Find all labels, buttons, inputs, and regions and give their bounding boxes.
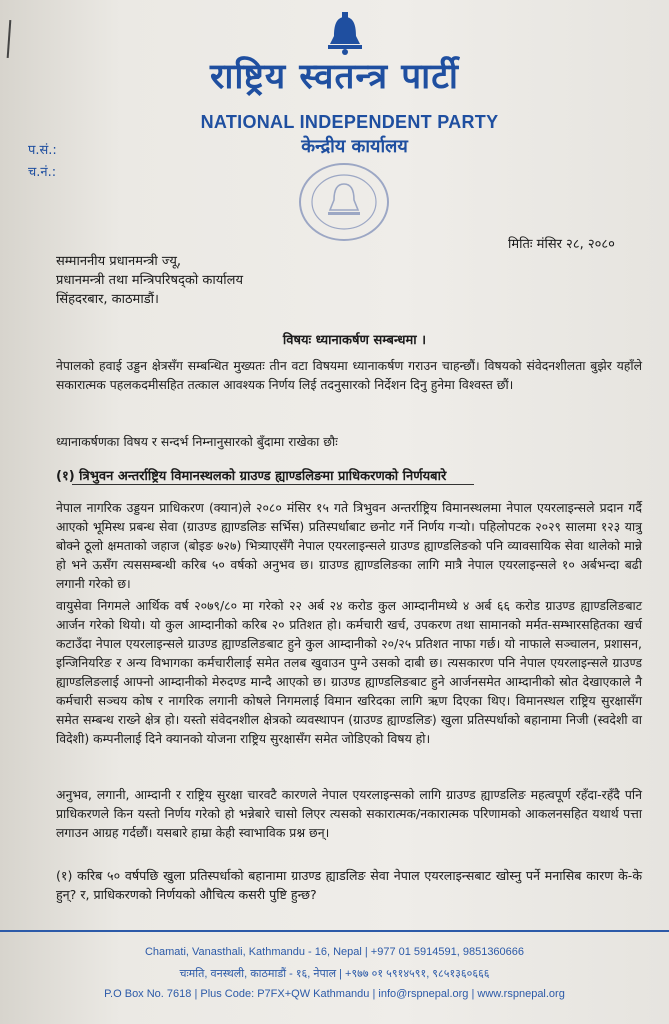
recipient-line: सम्माननीय प्रधानमन्त्री ज्यू,	[56, 254, 182, 269]
body-paragraph: अनुभव, लगानी, आम्दानी र राष्ट्रिय सुरक्षा चारवटै कारणले नेपाल एयरलाइन्सको लागि ग्राउण्ड ह्याण्डलिङ महत्वपूर्ण रहँदा-रहँदै पनि प्राधिकरणले किन यस्तो निर्णय गरेको हो भन्नेबारे चासो लिएर त्यसको सकारात्मक/नकारात्मक परिणामको आकलनसहित यथार्थ पत्ता लगाउन आग्रह गर्दछौं। यसबारे हाम्रा केही स्वाभाविक प्रश्न छन्।	[56, 787, 642, 840]
recipient-address	[56, 252, 243, 309]
footer-address-nepali: चःमति, वनस्थली, काठमाडौं - १६, नेपाल | +९७७ ०१ ५९१४५९१, ९८५१३६०६६६	[179, 968, 490, 980]
body-paragraph: नेपाल नागरिक उड्डयन प्राधिकरण (क्यान)ले २०८० मंसिर १५ गते त्रिभुवन अन्तर्राष्ट्रिय विमानस्थलमा नेपाल एयरलाइन्सले प्रदान गर्दै आएको भूमिस्थ प्रबन्ध सेवा (ग्राउण्ड ह्याण्डलिङ सर्भिस) प्रतिस्पर्धाबाट छनोट गर्ने निर्णय गर्‍यो। पहिलोपटक २०२९ सालमा १२३ यात्रु बोक्ने ठूलो क्षमताको जहाज (बोइङ ७२७) भित्र्याएसँगै नेपाल एयरलाइन्सले ग्राउण्ड ह्याण्डलिङको पनि व्यावसायिक सेवा थालेको मान्ने हो भने ऊसँग त्यससम्बन्धी करिब ५० वर्षको अनुभव छ। ग्राउण्ड ह्याण्डलिङका लागि मात्रै नेपाल एयरलाइन्सले १० अर्बभन्दा बढी लगानी गरेको छ।	[56, 500, 642, 591]
reference-number-label: प.सं.:	[28, 143, 57, 158]
letter-date: मितिः मंसिर २८, २०८०	[508, 237, 615, 252]
section-heading: (१) त्रिभुवन अन्तर्राष्ट्रिय विमानस्थलको ग्राउण्ड ह्याण्डलिङमा प्राधिकरणको निर्णयबारे	[56, 469, 447, 484]
body-paragraph: वायुसेवा निगमले आर्थिक वर्ष २०७९/८० मा गरेको २२ अर्ब २४ करोड कुल आम्दानीमध्ये ४ अर्ब ६६ करोड ग्राउण्ड ह्याण्डलिङबाट आर्जन गरेको थियो। यो कुल आम्दानीको करिब २० प्रतिशत हो। कर्मचारी खर्च, उपकरण तथा सामानको मर्मत-सम्भारसहितका खर्च कटाउँदा नेपाल एयरलाइन्सले ग्राउण्ड ह्याण्डलिङबाट हुने कुल आम्दानीको २०/२५ प्रतिशत नाफा गर्छ। यो नाफाले सञ्चालन, प्रशासन, इन्जिनियरिङ र अन्य विभागका कर्मचारीलाई समेत तलब खुवाउन पुग्ने उसको दाबी छ। त्यसकारण पनि नेपाल एयरलाइन्सले ग्राउण्ड ह्याण्डलिङलाई आफ्नो आम्दानीको मेरुदण्ड मान्दै आएको छ। ग्राउण्ड ह्याण्डलिङबाट हुने आर्जनसमेत आम्दानीको स्रोत देखाएकाले नै कर्मचारी सञ्चय कोष र नागरिक लगानी कोषले निगमलाई विमान खरिदका लागि ऋण दिएका थिए। विमानस्थल राष्ट्रिय सुरक्षासँग समेत सम्बन्ध राख्ने क्षेत्र हो। यस्तो संवेदनशील क्षेत्रको व्यवस्थापन (ग्राउण्ड ह्याण्डलिङ) खुला प्रतिस्पर्धाको बहानामा निजी (स्वदेशी वा विदेशी) कम्पनीलाई दिने क्यानको योजना राष्ट्रिय सुरक्षासँग समेत जोडिएको विषय हो।	[56, 598, 642, 746]
dispatch-number-label: च.नं.:	[28, 165, 57, 180]
heading-underline	[72, 484, 474, 485]
recipient-line: सिंहदरबार, काठमाडौं।	[56, 292, 159, 307]
footer-divider	[0, 930, 669, 932]
body-paragraph: नेपालको हवाई उड्डन क्षेत्रसँग सम्बन्धित मुख्यतः तीन वटा विषयमा ध्यानाकर्षण गराउन चाहन्छौं। विषयको संवेदनशीलता बुझेर यहाँले सकारात्मक पहलकदमीसहित तत्काल आवश्यक निर्णय लिई तदनुसारको निर्देशन दिनु हुनेमा विश्वस्त छौं।	[56, 358, 642, 392]
footer-address-english: Chamati, Vanasthali, Kathmandu - 16, Nepal | +977 01 5914591, 9851360666	[144, 946, 525, 958]
party-name-nepali: राष्ट्रिय स्वतन्त्र पार्टी	[210, 56, 459, 97]
office-seal-stamp	[296, 160, 392, 244]
office-title: केन्द्रीय कार्यालय	[301, 136, 408, 157]
footer-contact: P.O Box No. 7618 | Plus Code: P7FX+QW Kathmandu | info@rspnepal.org | www.rspnepal.org	[104, 988, 565, 1000]
party-name-english: NATIONAL INDEPENDENT PARTY	[200, 112, 499, 132]
bell-icon	[322, 10, 368, 56]
body-paragraph: ध्यानाकर्षणका विषय र सन्दर्भ निम्नानुसारको बुँदामा राखेका छौः	[56, 434, 338, 449]
recipient-line: प्रधानमन्त्री तथा मन्त्रिपरिषद्को कार्यालय	[56, 273, 243, 288]
letter-subject: विषयः ध्यानाकर्षण सम्बन्धमा ।	[282, 333, 427, 348]
question-paragraph: (१) करिब ५० वर्षपछि खुला प्रतिस्पर्धाको बहानामा ग्राउण्ड ह्याडलिङ सेवा नेपाल एयरलाइन्सबाट खोस्नु पर्ने मनासिब कारण के-के हुन्? र, प्राधिकरणको निर्णयको औचित्य कसरी पुष्टि हुन्छ?	[56, 868, 642, 902]
